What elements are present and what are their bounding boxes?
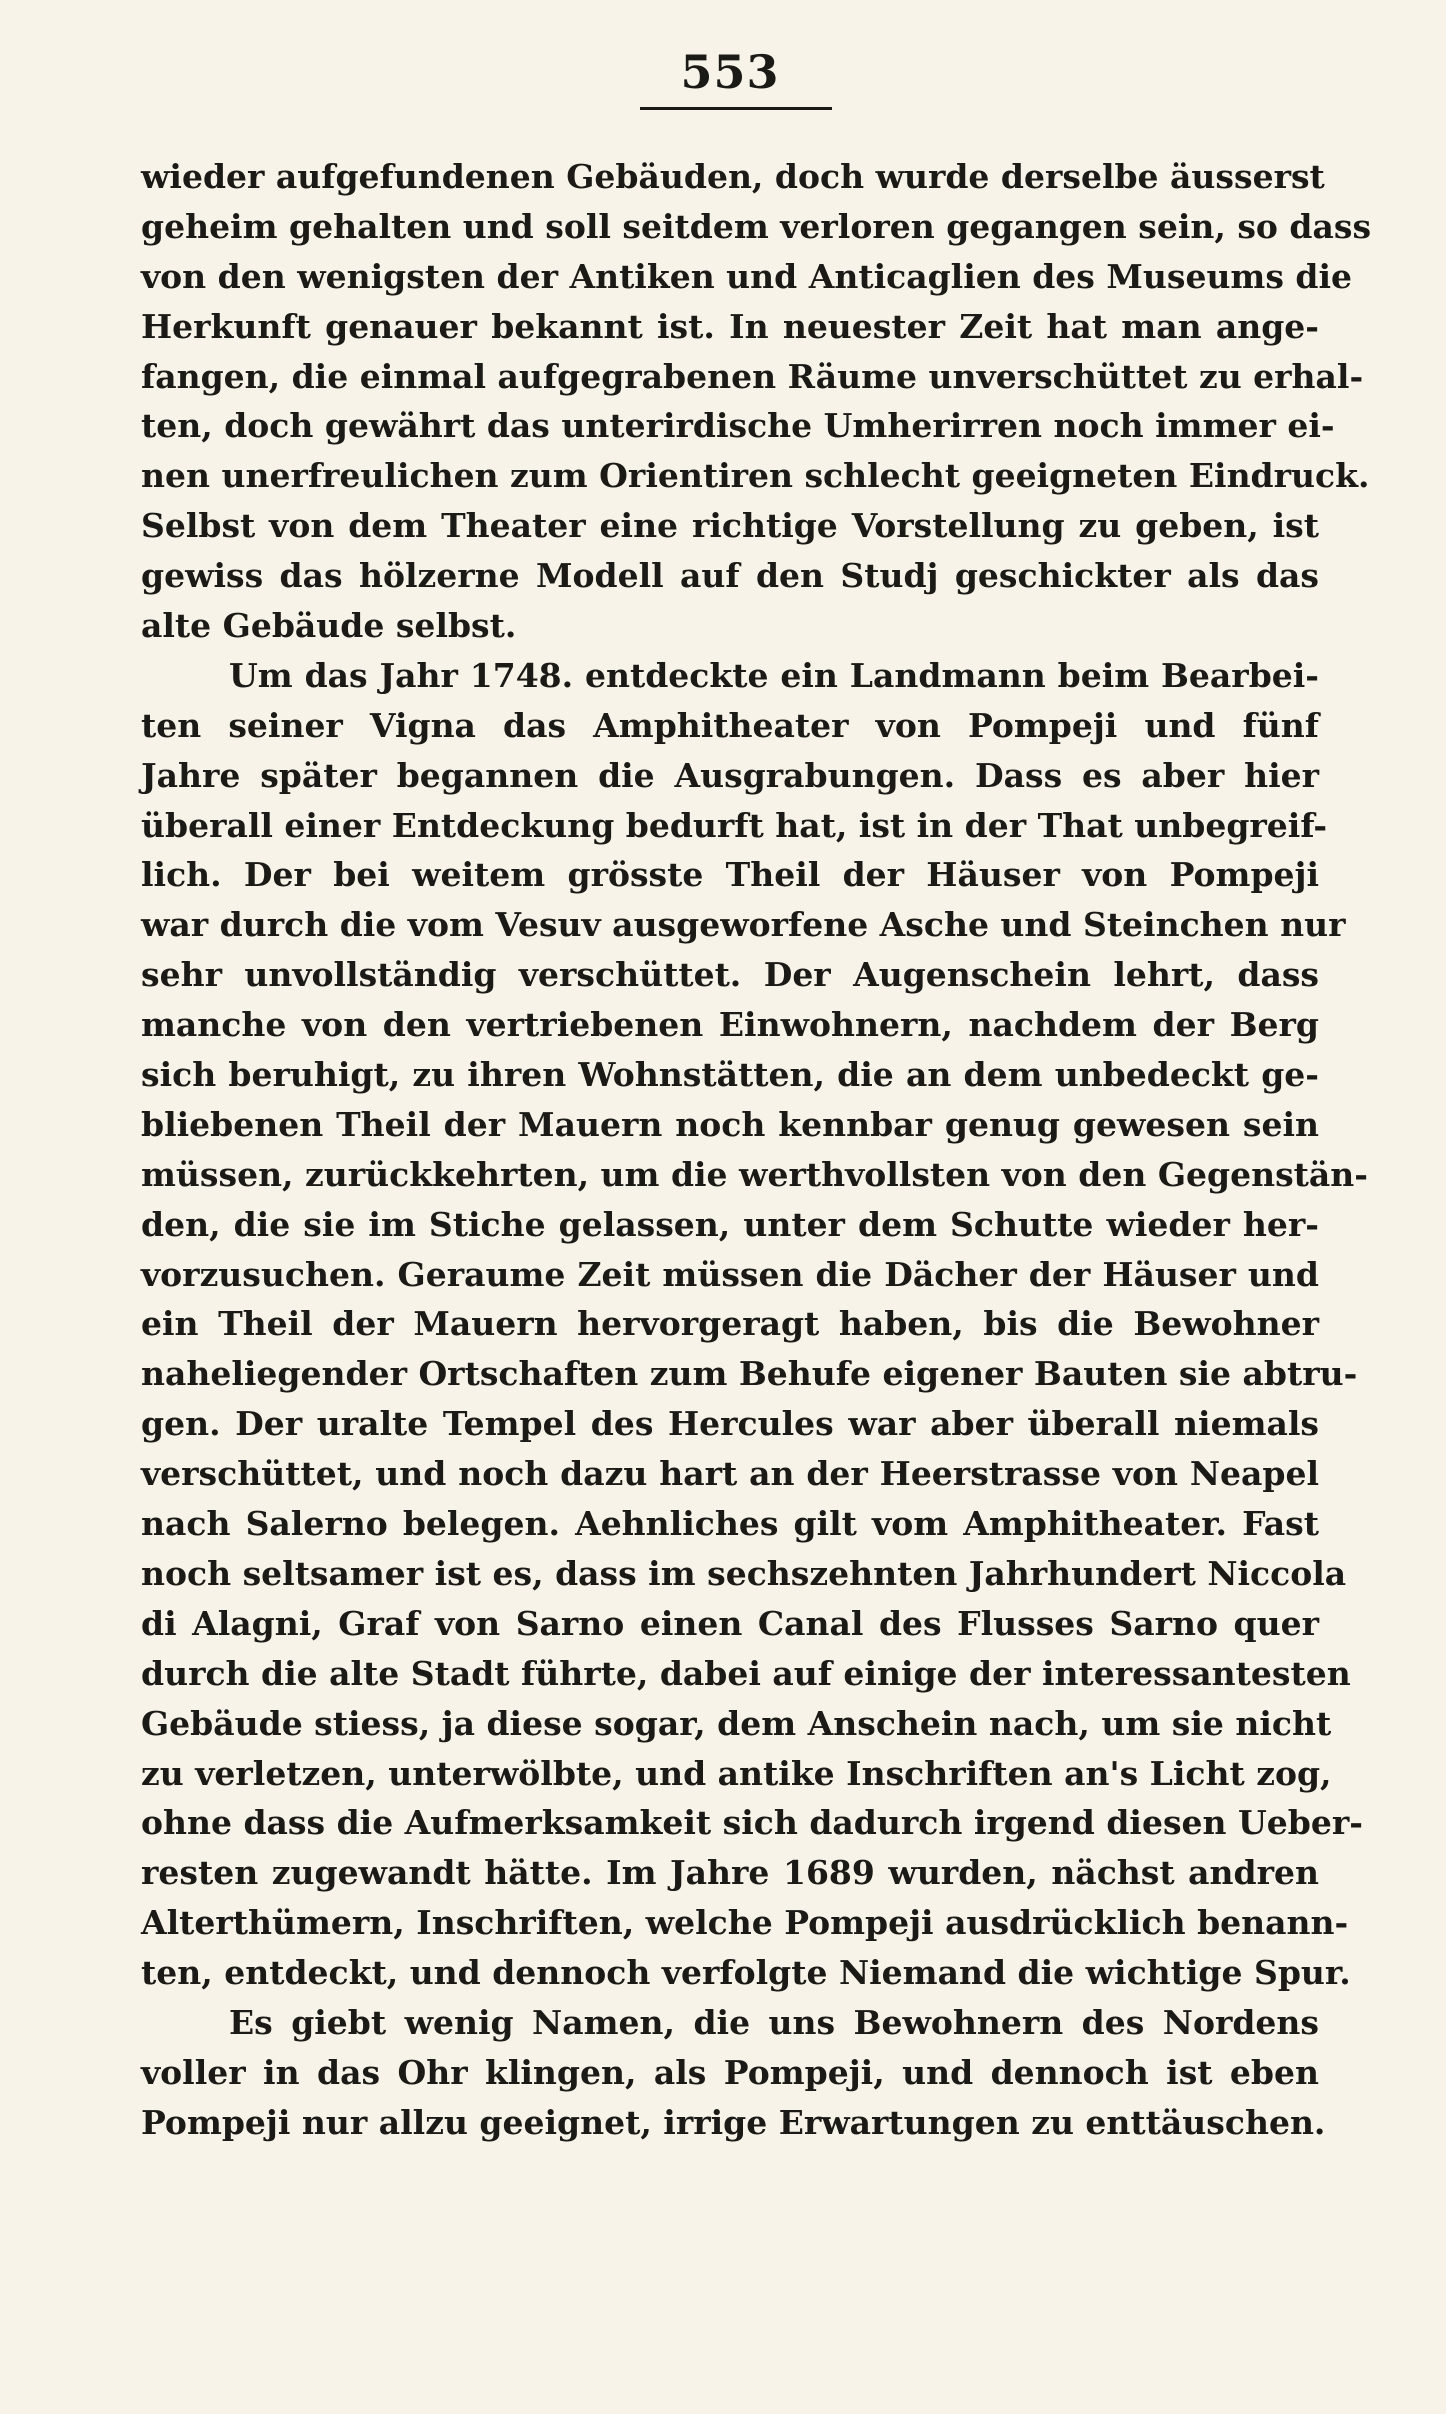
text-line: ein Theil der Mauern hervorgeragt haben, bis die Bewohner bbox=[141, 1304, 1319, 1344]
text-line: voller in das Ohr klingen, als Pompeji, und dennoch ist eben bbox=[141, 2052, 1319, 2092]
paragraph-1 bbox=[141, 152, 1372, 651]
text-line: fangen, die einmal aufgegrabenen Räume unverschüttet zu erhal- bbox=[141, 356, 1364, 396]
text-line: nen unerfreulichen zum Orientiren schlecht geeigneten Eindruck. bbox=[141, 456, 1370, 496]
text-line: geheim gehalten und soll seitdem verloren gegangen sein, so dass bbox=[141, 206, 1372, 246]
text-line: ten, doch gewährt das unterirdische Umherirren noch immer ei- bbox=[141, 406, 1335, 446]
text-line: manche von den vertriebenen Einwohnern, nachdem der Berg bbox=[141, 1005, 1319, 1045]
text-line: ten seiner Vigna das Amphitheater von Pompeji und fünf bbox=[141, 705, 1319, 745]
text-line: lich. Der bei weitem grösste Theil der Häuser von Pompeji bbox=[141, 855, 1319, 895]
text-line: Pompeji nur allzu geeignet, irrige Erwartungen zu enttäuschen. bbox=[141, 2102, 1326, 2142]
header-rule bbox=[640, 107, 832, 110]
text-line: Selbst von dem Theater eine richtige Vorstellung zu geben, ist bbox=[141, 506, 1319, 546]
text-line: di Alagni, Graf von Sarno einen Canal des Flusses Sarno quer bbox=[141, 1603, 1319, 1643]
paragraph-3 bbox=[141, 1998, 1326, 2148]
text-line: gewiss das hölzerne Modell auf den Studj geschickter als das bbox=[141, 556, 1319, 596]
text-line: Um das Jahr 1748. entdeckte ein Landmann beim Bearbei- bbox=[229, 655, 1319, 695]
text-line: überall einer Entdeckung bedurft hat, ist in der That unbegreif- bbox=[141, 805, 1328, 845]
text-line: ohne dass die Aufmerksamkeit sich dadurch irgend diesen Ueber- bbox=[141, 1803, 1363, 1843]
text-line: den, die sie im Stiche gelassen, unter dem Schutte wieder her- bbox=[141, 1204, 1319, 1244]
text-line: alte Gebäude selbst. bbox=[141, 606, 517, 646]
text-line: Es giebt wenig Namen, die uns Bewohnern des Nordens bbox=[229, 2002, 1319, 2042]
text-line: durch die alte Stadt führte, dabei auf einige der interessantesten bbox=[141, 1653, 1351, 1693]
text-line: verschüttet, und noch dazu hart an der Heerstrasse von Neapel bbox=[141, 1454, 1319, 1494]
text-line: sich beruhigt, zu ihren Wohnstätten, die an dem unbedeckt ge- bbox=[141, 1055, 1319, 1095]
text-line: Herkunft genauer bekannt ist. In neuester Zeit hat man ange- bbox=[141, 306, 1319, 346]
text-line: noch seltsamer ist es, dass im sechszehnten Jahrhundert Niccola bbox=[141, 1553, 1347, 1593]
text-line: bliebenen Theil der Mauern noch kennbar genug gewesen sein bbox=[141, 1104, 1319, 1144]
text-line: Alterthümern, Inschriften, welche Pompeji ausdrücklich benann- bbox=[141, 1903, 1349, 1943]
text-line: sehr unvollständig verschüttet. Der Augenschein lehrt, dass bbox=[141, 955, 1319, 995]
text-line: war durch die vom Vesuv ausgeworfene Asche und Steinchen nur bbox=[141, 905, 1346, 945]
text-line: resten zugewandt hätte. Im Jahre 1689 wurden, nächst andren bbox=[141, 1853, 1319, 1893]
text-line: gen. Der uralte Tempel des Hercules war aber überall niemals bbox=[141, 1404, 1319, 1444]
text-line: zu verletzen, unterwölbte, und antike Inschriften an's Licht zog, bbox=[141, 1753, 1332, 1793]
paragraph-2 bbox=[141, 651, 1368, 1998]
text-line: Gebäude stiess, ja diese sogar, dem Anschein nach, um sie nicht bbox=[141, 1703, 1332, 1743]
text-line: wieder aufgefundenen Gebäuden, doch wurde derselbe äusserst bbox=[141, 157, 1325, 196]
body-text bbox=[141, 152, 1372, 2148]
text-line: von den wenigsten der Antiken und Anticaglien des Museums die bbox=[141, 256, 1353, 296]
text-line: müssen, zurückkehrten, um die werthvollsten von den Gegenstän- bbox=[141, 1154, 1368, 1194]
text-line: nach Salerno belegen. Aehnliches gilt vom Amphitheater. Fast bbox=[141, 1504, 1319, 1544]
text-line: ten, entdeckt, und dennoch verfolgte Niemand die wichtige Spur. bbox=[141, 1953, 1351, 1993]
page-number: 553 bbox=[680, 45, 780, 99]
text-line: naheliegender Ortschaften zum Behufe eigener Bauten sie abtru- bbox=[141, 1354, 1358, 1394]
text-line: vorzusuchen. Geraume Zeit müssen die Dächer der Häuser und bbox=[141, 1254, 1319, 1294]
text-line: Jahre später begannen die Ausgrabungen. Dass es aber hier bbox=[141, 755, 1319, 795]
